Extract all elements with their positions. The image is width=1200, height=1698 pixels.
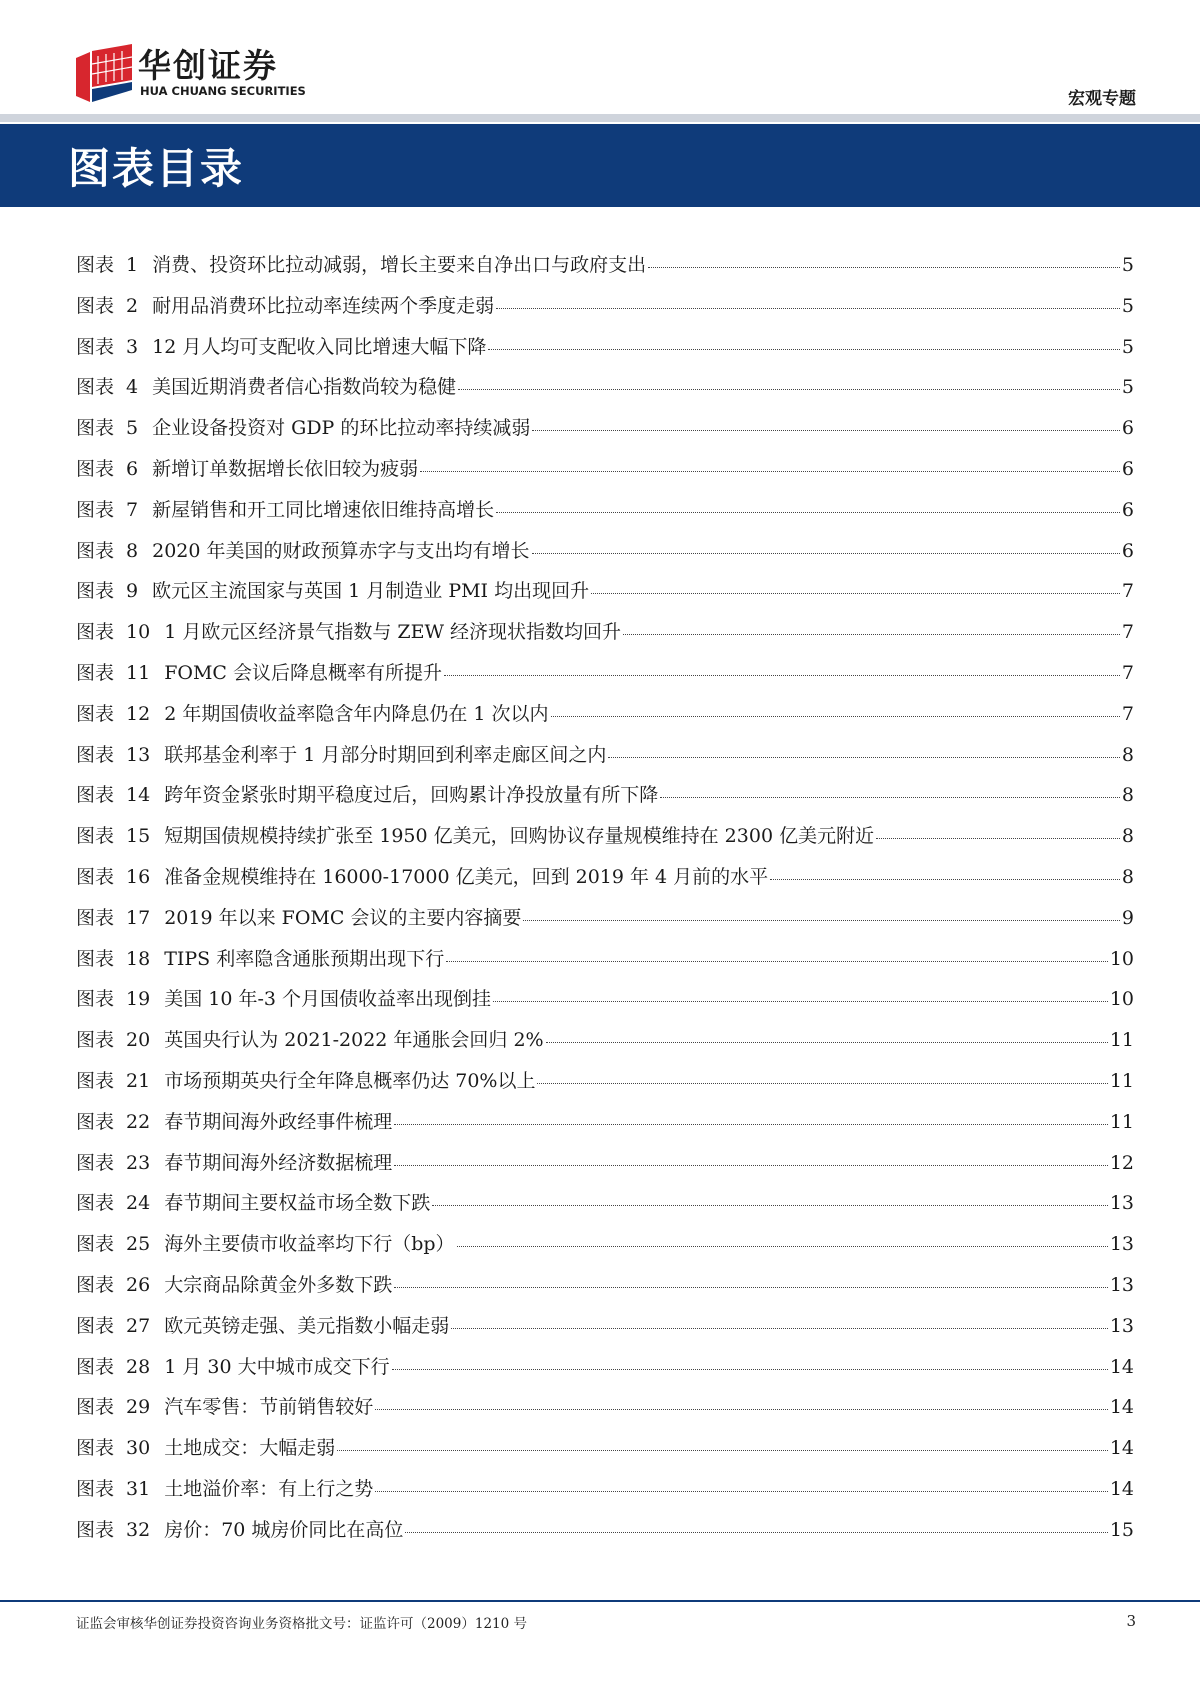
toc-entry-number: 13 xyxy=(126,743,151,766)
toc-entry[interactable] xyxy=(76,291,1134,332)
toc-entry-page: 6 xyxy=(1121,457,1134,480)
toc-entry-number: 6 xyxy=(126,457,139,480)
toc-entry-label: 图表 xyxy=(76,1192,115,1215)
toc-entry[interactable] xyxy=(76,862,1134,903)
toc-entry[interactable] xyxy=(76,1107,1134,1148)
toc-entry[interactable] xyxy=(76,1066,1134,1107)
toc-entry-page: 8 xyxy=(1121,865,1134,888)
toc-entry-title: 准备金规模维持在 16000-17000 亿美元，回到 2019 年 4 月前的水平 xyxy=(164,865,769,888)
toc-leader-dots xyxy=(608,756,1120,758)
toc-entry[interactable] xyxy=(76,944,1134,985)
toc-entry-title: 土地成交：大幅走弱 xyxy=(164,1437,336,1460)
toc-entry-label: 图表 xyxy=(76,1151,115,1174)
toc-entry-title: 12 月人均可支配收入同比增速大幅下降 xyxy=(152,335,487,358)
toc-entry-label: 图表 xyxy=(76,1396,115,1419)
section-title: 图表目录 xyxy=(68,144,245,193)
toc-entry-title: 美国 10 年-3 个月国债收益率出现倒挂 xyxy=(164,988,492,1011)
toc-leader-dots xyxy=(591,592,1120,594)
toc-leader-dots xyxy=(457,1245,1108,1247)
toc-entry-title: 耐用品消费环比拉动率连续两个季度走弱 xyxy=(152,294,495,317)
toc-entry[interactable] xyxy=(76,536,1134,577)
toc-entry-page: 13 xyxy=(1109,1192,1134,1215)
toc-entry-title: 1 月 30 大中城市成交下行 xyxy=(164,1355,390,1378)
toc-entry-number: 15 xyxy=(126,825,151,848)
toc-entry-page: 7 xyxy=(1121,621,1134,644)
toc-leader-dots xyxy=(532,429,1120,431)
toc-entry-title: 短期国债规模持续扩张至 1950 亿美元，回购协议存量规模维持在 2300 亿美元附近 xyxy=(164,825,875,848)
toc-entry[interactable] xyxy=(76,1392,1134,1433)
toc-entry-number: 28 xyxy=(126,1355,151,1378)
toc-entry-label: 图表 xyxy=(76,1437,115,1460)
toc-entry-title: 海外主要债市收益率均下行（bp） xyxy=(164,1233,455,1256)
toc-entry-title: 新屋销售和开工同比增速依旧维持高增长 xyxy=(152,498,495,521)
toc-entry[interactable] xyxy=(76,1270,1134,1311)
toc-leader-dots xyxy=(446,960,1108,962)
toc-leader-dots xyxy=(432,1204,1108,1206)
toc-entry-page: 12 xyxy=(1109,1151,1134,1174)
toc-leader-dots xyxy=(394,1123,1108,1125)
toc-entry[interactable] xyxy=(76,1311,1134,1352)
toc-entry-label: 图表 xyxy=(76,539,115,562)
toc-leader-dots xyxy=(392,1368,1108,1370)
toc-entry-number: 27 xyxy=(126,1314,151,1337)
toc-leader-dots xyxy=(496,511,1120,513)
toc-entry-label: 图表 xyxy=(76,743,115,766)
toc-entry[interactable] xyxy=(76,332,1134,373)
toc-entry[interactable] xyxy=(76,740,1134,781)
toc-entry-page: 8 xyxy=(1121,825,1134,848)
toc-entry-number: 10 xyxy=(126,621,151,644)
toc-entry-title: FOMC 会议后降息概率有所提升 xyxy=(164,661,442,684)
toc-leader-dots xyxy=(458,388,1120,390)
toc-entry-title: TIPS 利率隐含通胀预期出现下行 xyxy=(164,947,445,970)
toc-entry-number: 25 xyxy=(126,1233,151,1256)
toc-entry-number: 4 xyxy=(126,376,139,399)
toc-entry-title: 春节期间主要权益市场全数下跌 xyxy=(164,1192,431,1215)
toc-entry-label: 图表 xyxy=(76,376,115,399)
toc-entry-page: 5 xyxy=(1121,254,1134,276)
toc-entry-label: 图表 xyxy=(76,947,115,970)
toc-entry-number: 31 xyxy=(126,1477,151,1500)
toc-leader-dots xyxy=(375,1490,1108,1492)
toc-entry[interactable] xyxy=(76,780,1134,821)
page-number: 3 xyxy=(1126,1612,1136,1630)
toc-entry-title: 春节期间海外经济数据梳理 xyxy=(164,1151,393,1174)
toc-leader-dots xyxy=(337,1449,1108,1451)
toc-entry-title: 春节期间海外政经事件梳理 xyxy=(164,1110,393,1133)
toc-leader-dots xyxy=(451,1327,1108,1329)
toc-entry-page: 9 xyxy=(1121,906,1134,929)
toc-leader-dots xyxy=(405,1531,1107,1533)
toc-entry[interactable] xyxy=(76,454,1134,495)
toc-entry-label: 图表 xyxy=(76,1477,115,1500)
table-of-figures xyxy=(76,250,1134,1556)
toc-entry-number: 26 xyxy=(126,1273,151,1296)
toc-entry-label: 图表 xyxy=(76,1233,115,1256)
toc-leader-dots xyxy=(537,1082,1107,1084)
toc-entry-number: 32 xyxy=(126,1518,151,1541)
toc-entry[interactable] xyxy=(76,576,1134,617)
toc-entry-page: 13 xyxy=(1109,1314,1134,1337)
toc-entry-title: 新增订单数据增长依旧较为疲弱 xyxy=(152,457,419,480)
toc-entry-title: 跨年资金紧张时期平稳度过后，回购累计净投放量有所下降 xyxy=(164,784,659,807)
toc-entry-label: 图表 xyxy=(76,1518,115,1541)
toc-entry-number: 12 xyxy=(126,702,151,725)
toc-entry[interactable] xyxy=(76,1515,1134,1556)
toc-entry-page: 8 xyxy=(1121,784,1134,807)
toc-entry-page: 11 xyxy=(1109,1069,1134,1092)
toc-entry-label: 图表 xyxy=(76,294,115,317)
toc-entry[interactable] xyxy=(76,699,1134,740)
toc-entry-page: 10 xyxy=(1109,947,1134,970)
toc-entry-page: 5 xyxy=(1121,335,1134,358)
toc-leader-dots xyxy=(532,552,1120,554)
toc-entry-label: 图表 xyxy=(76,988,115,1011)
toc-leader-dots xyxy=(546,1041,1108,1043)
toc-entry-page: 11 xyxy=(1109,1029,1134,1052)
section-banner xyxy=(0,124,1200,207)
toc-entry[interactable] xyxy=(76,413,1134,454)
toc-entry-page: 13 xyxy=(1109,1273,1134,1296)
toc-entry-number: 2 xyxy=(126,294,139,317)
toc-entry-number: 14 xyxy=(126,784,151,807)
toc-entry-label: 图表 xyxy=(76,457,115,480)
toc-entry-page: 7 xyxy=(1121,702,1134,725)
toc-entry[interactable] xyxy=(76,1433,1134,1474)
toc-leader-dots xyxy=(523,919,1119,921)
toc-leader-dots xyxy=(493,1000,1108,1002)
toc-entry-number: 16 xyxy=(126,865,151,888)
company-logo xyxy=(76,40,456,110)
toc-leader-dots xyxy=(420,470,1120,472)
toc-entry[interactable] xyxy=(76,1352,1134,1393)
page-header xyxy=(0,0,1200,122)
logo-english-name: HUA CHUANG SECURITIES xyxy=(140,84,306,98)
toc-leader-dots xyxy=(394,1164,1108,1166)
toc-entry-title: 企业设备投资对 GDP 的环比拉动率持续减弱 xyxy=(152,417,531,440)
toc-leader-dots xyxy=(375,1408,1108,1410)
toc-entry-title: 美国近期消费者信心指数尚较为稳健 xyxy=(152,376,457,399)
toc-leader-dots xyxy=(394,1286,1108,1288)
footer-divider xyxy=(0,1600,1200,1602)
report-type-label: 宏观专题 xyxy=(1068,89,1136,109)
toc-entry-title: 2019 年以来 FOMC 会议的主要内容摘要 xyxy=(164,906,522,929)
toc-entry-label: 图表 xyxy=(76,1273,115,1296)
toc-entry-page: 6 xyxy=(1121,539,1134,562)
toc-entry-title: 欧元区主流国家与英国 1 月制造业 PMI 均出现回升 xyxy=(152,580,590,603)
toc-leader-dots xyxy=(623,633,1120,635)
toc-entry-label: 图表 xyxy=(76,661,115,684)
toc-entry[interactable] xyxy=(76,984,1134,1025)
toc-entry-title: 市场预期英央行全年降息概率仍达 70%以上 xyxy=(164,1069,536,1092)
toc-entry-page: 14 xyxy=(1109,1477,1134,1500)
toc-entry-label: 图表 xyxy=(76,417,115,440)
toc-entry-title: 2020 年美国的财政预算赤字与支出均有增长 xyxy=(152,539,530,562)
toc-entry-number: 18 xyxy=(126,947,151,970)
toc-entry-title: 1 月欧元区经济景气指数与 ZEW 经济现状指数均回升 xyxy=(164,621,622,644)
toc-entry[interactable] xyxy=(76,495,1134,536)
toc-entry[interactable] xyxy=(76,1025,1134,1066)
toc-entry-page: 13 xyxy=(1109,1233,1134,1256)
toc-entry[interactable] xyxy=(76,250,1134,291)
header-divider xyxy=(0,114,1200,122)
toc-entry-number: 5 xyxy=(126,417,139,440)
toc-entry-number: 20 xyxy=(126,1029,151,1052)
toc-entry-label: 图表 xyxy=(76,580,115,603)
footer-license-text: 证监会审核华创证券投资咨询业务资格批文号：证监许可（2009）1210 号 xyxy=(76,1616,528,1632)
toc-entry-page: 6 xyxy=(1121,417,1134,440)
toc-entry-number: 7 xyxy=(126,498,139,521)
toc-leader-dots xyxy=(876,837,1120,839)
toc-entry[interactable] xyxy=(76,617,1134,658)
toc-entry-number: 3 xyxy=(126,335,139,358)
toc-entry[interactable] xyxy=(76,372,1134,413)
toc-entry-number: 1 xyxy=(126,254,139,276)
toc-entry-page: 11 xyxy=(1109,1110,1134,1133)
toc-entry-title: 英国央行认为 2021-2022 年通胀会回归 2% xyxy=(164,1029,544,1052)
toc-entry-title: 大宗商品除黄金外多数下跌 xyxy=(164,1273,393,1296)
toc-entry-number: 17 xyxy=(126,906,151,929)
toc-entry[interactable] xyxy=(76,1188,1134,1229)
toc-entry-number: 30 xyxy=(126,1437,151,1460)
toc-entry-label: 图表 xyxy=(76,865,115,888)
toc-entry[interactable] xyxy=(76,821,1134,862)
toc-entry-page: 5 xyxy=(1121,376,1134,399)
toc-entry-title: 欧元英镑走强、美元指数小幅走弱 xyxy=(164,1314,450,1337)
toc-entry-page: 14 xyxy=(1109,1396,1134,1419)
toc-entry-label: 图表 xyxy=(76,825,115,848)
toc-entry-number: 23 xyxy=(126,1151,151,1174)
toc-entry-title: 土地溢价率：有上行之势 xyxy=(164,1477,374,1500)
toc-entry-label: 图表 xyxy=(76,1355,115,1378)
toc-entry-label: 图表 xyxy=(76,784,115,807)
toc-entry[interactable] xyxy=(76,1474,1134,1515)
toc-entry-label: 图表 xyxy=(76,621,115,644)
toc-leader-dots xyxy=(488,348,1120,350)
toc-entry-page: 7 xyxy=(1121,580,1134,603)
toc-entry-label: 图表 xyxy=(76,254,115,276)
toc-entry-number: 22 xyxy=(126,1110,151,1133)
toc-entry-page: 14 xyxy=(1109,1437,1134,1460)
toc-entry-label: 图表 xyxy=(76,1314,115,1337)
toc-entry-page: 5 xyxy=(1121,294,1134,317)
toc-leader-dots xyxy=(496,307,1120,309)
toc-entry-page: 10 xyxy=(1109,988,1134,1011)
toc-entry-label: 图表 xyxy=(76,498,115,521)
toc-leader-dots xyxy=(648,266,1120,268)
toc-entry-title: 2 年期国债收益率隐含年内降息仍在 1 次以内 xyxy=(164,702,549,725)
toc-entry-number: 8 xyxy=(126,539,139,562)
toc-entry-page: 14 xyxy=(1109,1355,1134,1378)
toc-entry-label: 图表 xyxy=(76,335,115,358)
toc-entry-page: 8 xyxy=(1121,743,1134,766)
toc-entry-label: 图表 xyxy=(76,906,115,929)
toc-entry-title: 房价：70 城房价同比在高位 xyxy=(164,1518,404,1541)
toc-entry[interactable] xyxy=(76,1148,1134,1189)
toc-entry-page: 7 xyxy=(1121,661,1134,684)
toc-entry-label: 图表 xyxy=(76,1029,115,1052)
toc-leader-dots xyxy=(551,715,1120,717)
toc-entry-title: 消费、投资环比拉动减弱，增长主要来自净出口与政府支出 xyxy=(152,254,647,276)
toc-entry-label: 图表 xyxy=(76,702,115,725)
toc-leader-dots xyxy=(770,878,1120,880)
toc-entry-number: 29 xyxy=(126,1396,151,1419)
logo-chinese-name: 华创证券 xyxy=(138,46,278,85)
toc-leader-dots xyxy=(660,796,1120,798)
toc-entry-number: 11 xyxy=(126,661,151,684)
toc-entry-page: 15 xyxy=(1109,1518,1134,1541)
toc-entry-label: 图表 xyxy=(76,1110,115,1133)
toc-entry-number: 24 xyxy=(126,1192,151,1215)
toc-entry-number: 21 xyxy=(126,1069,151,1092)
toc-entry[interactable] xyxy=(76,658,1134,699)
toc-entry[interactable] xyxy=(76,903,1134,944)
toc-entry-number: 19 xyxy=(126,988,151,1011)
toc-entry-page: 6 xyxy=(1121,498,1134,521)
logo-mark-icon xyxy=(76,44,132,102)
toc-entry-title: 汽车零售：节前销售较好 xyxy=(164,1396,374,1419)
toc-entry-title: 联邦基金利率于 1 月部分时期回到利率走廊区间之内 xyxy=(164,743,607,766)
toc-entry-number: 9 xyxy=(126,580,139,603)
toc-leader-dots xyxy=(444,674,1120,676)
toc-entry-label: 图表 xyxy=(76,1069,115,1092)
toc-entry[interactable] xyxy=(76,1229,1134,1270)
